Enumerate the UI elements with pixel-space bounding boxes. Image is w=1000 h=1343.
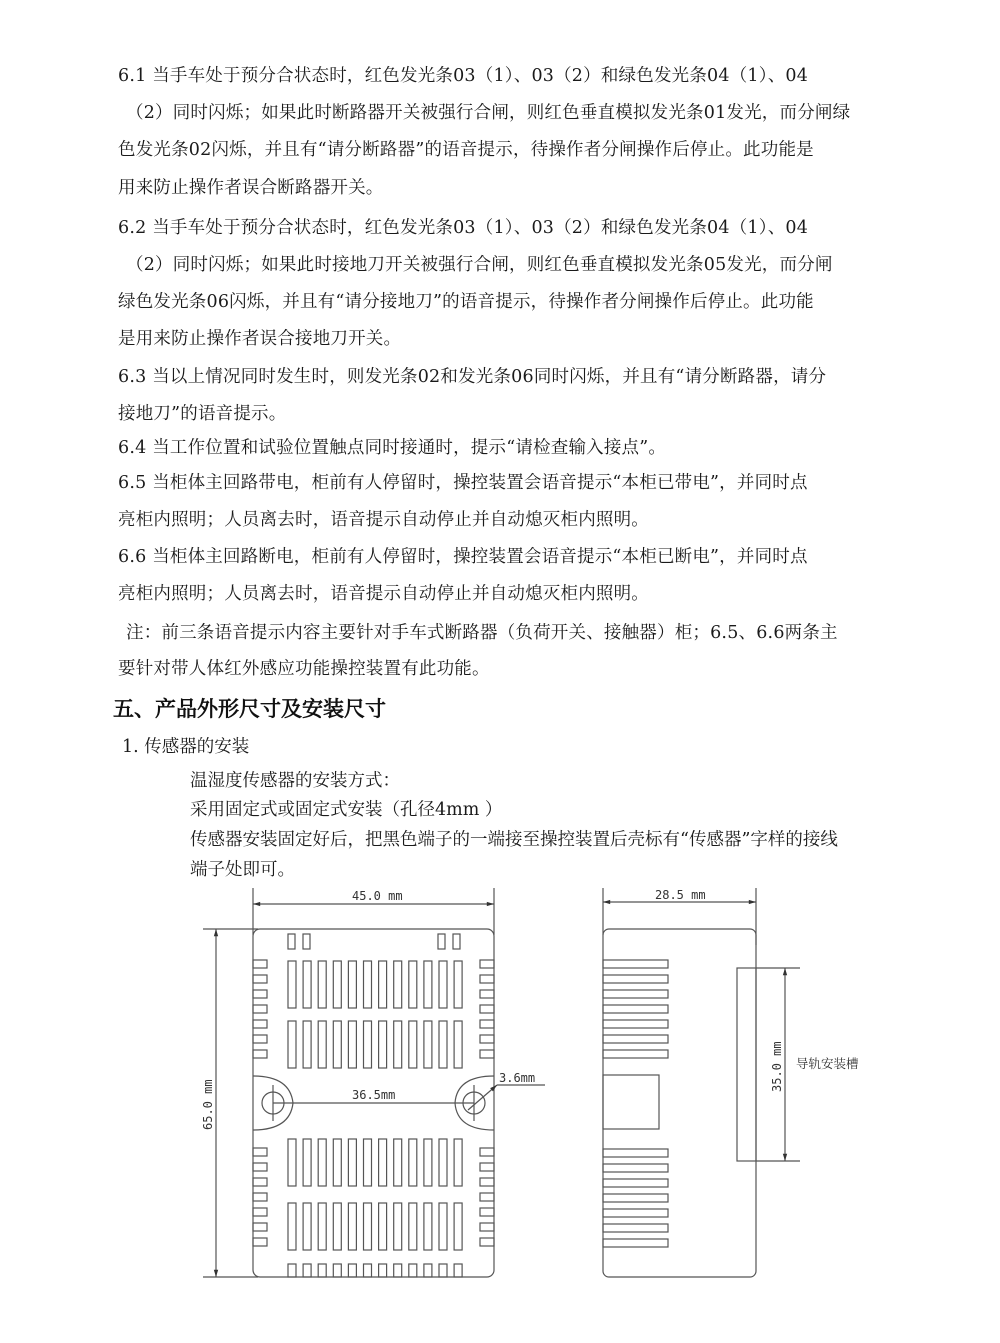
vent-slot — [379, 1021, 387, 1068]
para-6-2-line-3: 绿色发光条06闪烁，并且有“请分接地刀”的语音提示，待操作者分闸操作后停止。此功能 — [118, 292, 814, 312]
top-short-slot — [288, 934, 295, 949]
vent-slot — [333, 1139, 341, 1186]
bottom-short-slot — [394, 1264, 402, 1277]
install-line-2: 采用固定式或固定式安装（孔径4mm ） — [190, 800, 503, 820]
vent-slot — [424, 961, 432, 1008]
top-short-slot — [303, 934, 310, 949]
front-height-label: 65.0 mm — [201, 1079, 215, 1130]
side-fin — [603, 1239, 668, 1247]
side-tab — [253, 1005, 267, 1013]
side-fin — [603, 1224, 668, 1232]
vent-slot — [439, 1203, 447, 1250]
vent-slot — [439, 1139, 447, 1186]
hole-spacing-label: 36.5mm — [352, 1088, 396, 1102]
side-fin — [603, 1035, 668, 1043]
para-6-1-line-4: 用来防止操作者误合断路器开关。 — [118, 178, 384, 198]
note-line-2: 要针对带人体红外感应功能操控装置有此功能。 — [118, 659, 490, 679]
side-tab — [253, 1208, 267, 1216]
vent-slot — [348, 1139, 356, 1186]
side-tab — [480, 1208, 494, 1216]
side-tab — [253, 975, 267, 983]
para-6-2-line-2: （2）同时闪烁；如果此时接地刀开关被强行合闸，则红色垂直模拟发光条05发光，而分闸 — [126, 255, 833, 275]
side-tab — [253, 960, 267, 968]
vent-slot — [409, 1021, 417, 1068]
side-tab — [480, 1178, 494, 1186]
vent-slot — [303, 1021, 311, 1068]
side-tab — [253, 1238, 267, 1246]
front-view — [203, 888, 545, 1277]
side-tab — [480, 960, 494, 968]
para-6-5-line-1: 6.5 当柜体主回路带电，柜前有人停留时，操控装置会语音提示“本柜已带电”，并同时点 — [118, 473, 808, 493]
vent-slot — [454, 961, 462, 1008]
side-tab — [253, 1050, 267, 1058]
para-6-6-line-1: 6.6 当柜体主回路断电，柜前有人停留时，操控装置会语音提示“本柜已断电”，并同时点 — [118, 547, 808, 567]
side-tab — [253, 1148, 267, 1156]
bottom-short-slot — [318, 1264, 326, 1277]
para-6-1-line-2: （2）同时闪烁；如果此时断路器开关被强行合闸，则红色垂直模拟发光条01发光，而分闸绿 — [126, 103, 851, 123]
side-fin — [603, 960, 668, 968]
vent-slot — [333, 1203, 341, 1250]
vent-slot — [333, 1021, 341, 1068]
vent-slot — [409, 961, 417, 1008]
bottom-short-slot — [409, 1264, 417, 1277]
para-6-1-line-3: 色发光条02闪烁，并且有“请分断路器”的语音提示，待操作者分闸操作后停止。此功能是 — [118, 140, 814, 160]
side-tab — [480, 990, 494, 998]
para-6-2-line-1: 6.2 当手车处于预分合状态时，红色发光条03（1）、03（2）和绿色发光条04（1）、04 — [118, 218, 809, 238]
side-tab — [480, 1238, 494, 1246]
side-tab — [253, 1035, 267, 1043]
bottom-short-slot — [379, 1264, 387, 1277]
side-fins — [603, 960, 668, 1247]
side-body-outline — [603, 929, 756, 1277]
para-6-2-line-4: 是用来防止操作者误合接地刀开关。 — [118, 329, 402, 349]
side-fin — [603, 1149, 668, 1157]
para-6-5-line-2: 亮柜内照明；人员离去时，语音提示自动停止并自动熄灭柜内照明。 — [118, 510, 649, 530]
vent-slot — [439, 961, 447, 1008]
side-fin — [603, 1050, 668, 1058]
vent-slot — [379, 1203, 387, 1250]
bottom-short-slot — [288, 1264, 296, 1277]
vent-slot — [318, 1139, 326, 1186]
front-width-label: 45.0 mm — [352, 889, 403, 903]
install-line-4: 端子处即可。 — [190, 860, 295, 880]
install-line-3: 传感器安装固定好后，把黑色端子的一端接至操控装置后壳标有“传感器”字样的接线 — [190, 830, 838, 850]
vent-slot — [394, 1203, 402, 1250]
rail-slot-label: 导轨安装槽 — [796, 1056, 859, 1071]
vent-slot — [424, 1139, 432, 1186]
top-short-slot — [438, 934, 445, 949]
vent-slot — [303, 1203, 311, 1250]
side-fin — [603, 990, 668, 998]
side-tab — [480, 1193, 494, 1201]
vent-slots — [253, 934, 494, 1277]
vent-slot — [454, 1139, 462, 1186]
side-tab — [253, 1178, 267, 1186]
side-fin — [603, 1020, 668, 1028]
side-tab — [480, 1035, 494, 1043]
note-line-1: 注：前三条语音提示内容主要针对手车式断路器（负荷开关、接触器）柜；6.5、6.6两条主 — [126, 623, 838, 643]
para-6-1-line-1: 6.1 当手车处于预分合状态时，红色发光条03（1）、03（2）和绿色发光条04（1）、04 — [118, 66, 809, 86]
side-tab — [480, 1020, 494, 1028]
side-tab — [480, 1163, 494, 1171]
side-fin — [603, 1194, 668, 1202]
vent-slot — [364, 1203, 372, 1250]
vent-slot — [318, 961, 326, 1008]
side-tab — [480, 975, 494, 983]
vent-slot — [318, 1203, 326, 1250]
vent-slot — [333, 961, 341, 1008]
bottom-short-slot — [348, 1264, 356, 1277]
side-width-label: 28.5 mm — [655, 888, 706, 902]
side-tab — [480, 1050, 494, 1058]
vent-slot — [424, 1203, 432, 1250]
para-6-3-line-2: 接地刀”的语音提示。 — [118, 404, 287, 424]
hole-diameter-label: 3.6mm — [499, 1071, 536, 1085]
rail-slot — [737, 968, 756, 1161]
bottom-short-slot — [303, 1264, 311, 1277]
vent-slot — [303, 961, 311, 1008]
vent-slot — [364, 1139, 372, 1186]
vent-slot — [348, 1203, 356, 1250]
side-tab — [253, 1223, 267, 1231]
side-tab — [253, 1193, 267, 1201]
hole-diameter-leader — [468, 1085, 497, 1110]
vent-slot — [409, 1139, 417, 1186]
vent-slot — [348, 1021, 356, 1068]
vent-slot — [394, 961, 402, 1008]
side-rail-height-label: 35.0 mm — [770, 1041, 784, 1092]
vent-slot — [318, 1021, 326, 1068]
side-tab — [480, 1148, 494, 1156]
side-tab — [253, 1020, 267, 1028]
vent-slot — [288, 1203, 296, 1250]
bottom-short-slot — [439, 1264, 447, 1277]
vent-slot — [303, 1139, 311, 1186]
vent-slot — [379, 1139, 387, 1186]
bottom-short-slot — [424, 1264, 432, 1277]
side-fin — [603, 975, 668, 983]
bottom-short-slot — [364, 1264, 372, 1277]
vent-slot — [288, 961, 296, 1008]
side-fin — [603, 1164, 668, 1172]
side-fin — [603, 1005, 668, 1013]
vent-slot — [394, 1021, 402, 1068]
vent-slot — [288, 1021, 296, 1068]
bottom-short-slot — [333, 1264, 341, 1277]
vent-slot — [454, 1021, 462, 1068]
vent-slot — [348, 961, 356, 1008]
para-6-3-line-1: 6.3 当以上情况同时发生时，则发光条02和发光条06同时闪烁，并且有“请分断路器，请分 — [118, 367, 827, 387]
item-1-title: 1. 传感器的安装 — [122, 737, 250, 757]
side-tab — [480, 1005, 494, 1013]
vent-slot — [424, 1021, 432, 1068]
side-tab — [253, 1163, 267, 1171]
install-line-1: 温湿度传感器的安装方式： — [190, 771, 400, 791]
vent-slot — [364, 961, 372, 1008]
side-connector-window — [603, 1075, 659, 1129]
vent-slot — [288, 1139, 296, 1186]
vent-slot — [394, 1139, 402, 1186]
side-tab — [253, 990, 267, 998]
side-fin — [603, 1209, 668, 1217]
section-heading: 五、产品外形尺寸及安装尺寸 — [113, 697, 386, 721]
vent-slot — [439, 1021, 447, 1068]
bottom-short-slot — [454, 1264, 462, 1277]
side-tab — [480, 1223, 494, 1231]
para-6-6-line-2: 亮柜内照明；人员离去时，语音提示自动停止并自动熄灭柜内照明。 — [118, 584, 649, 604]
top-short-slot — [453, 934, 460, 949]
vent-slot — [454, 1203, 462, 1250]
side-fin — [603, 1179, 668, 1187]
vent-slot — [379, 961, 387, 1008]
para-6-4-line-1: 6.4 当工作位置和试验位置触点同时接通时，提示“请检查输入接点”。 — [118, 438, 667, 458]
vent-slot — [409, 1203, 417, 1250]
vent-slot — [364, 1021, 372, 1068]
